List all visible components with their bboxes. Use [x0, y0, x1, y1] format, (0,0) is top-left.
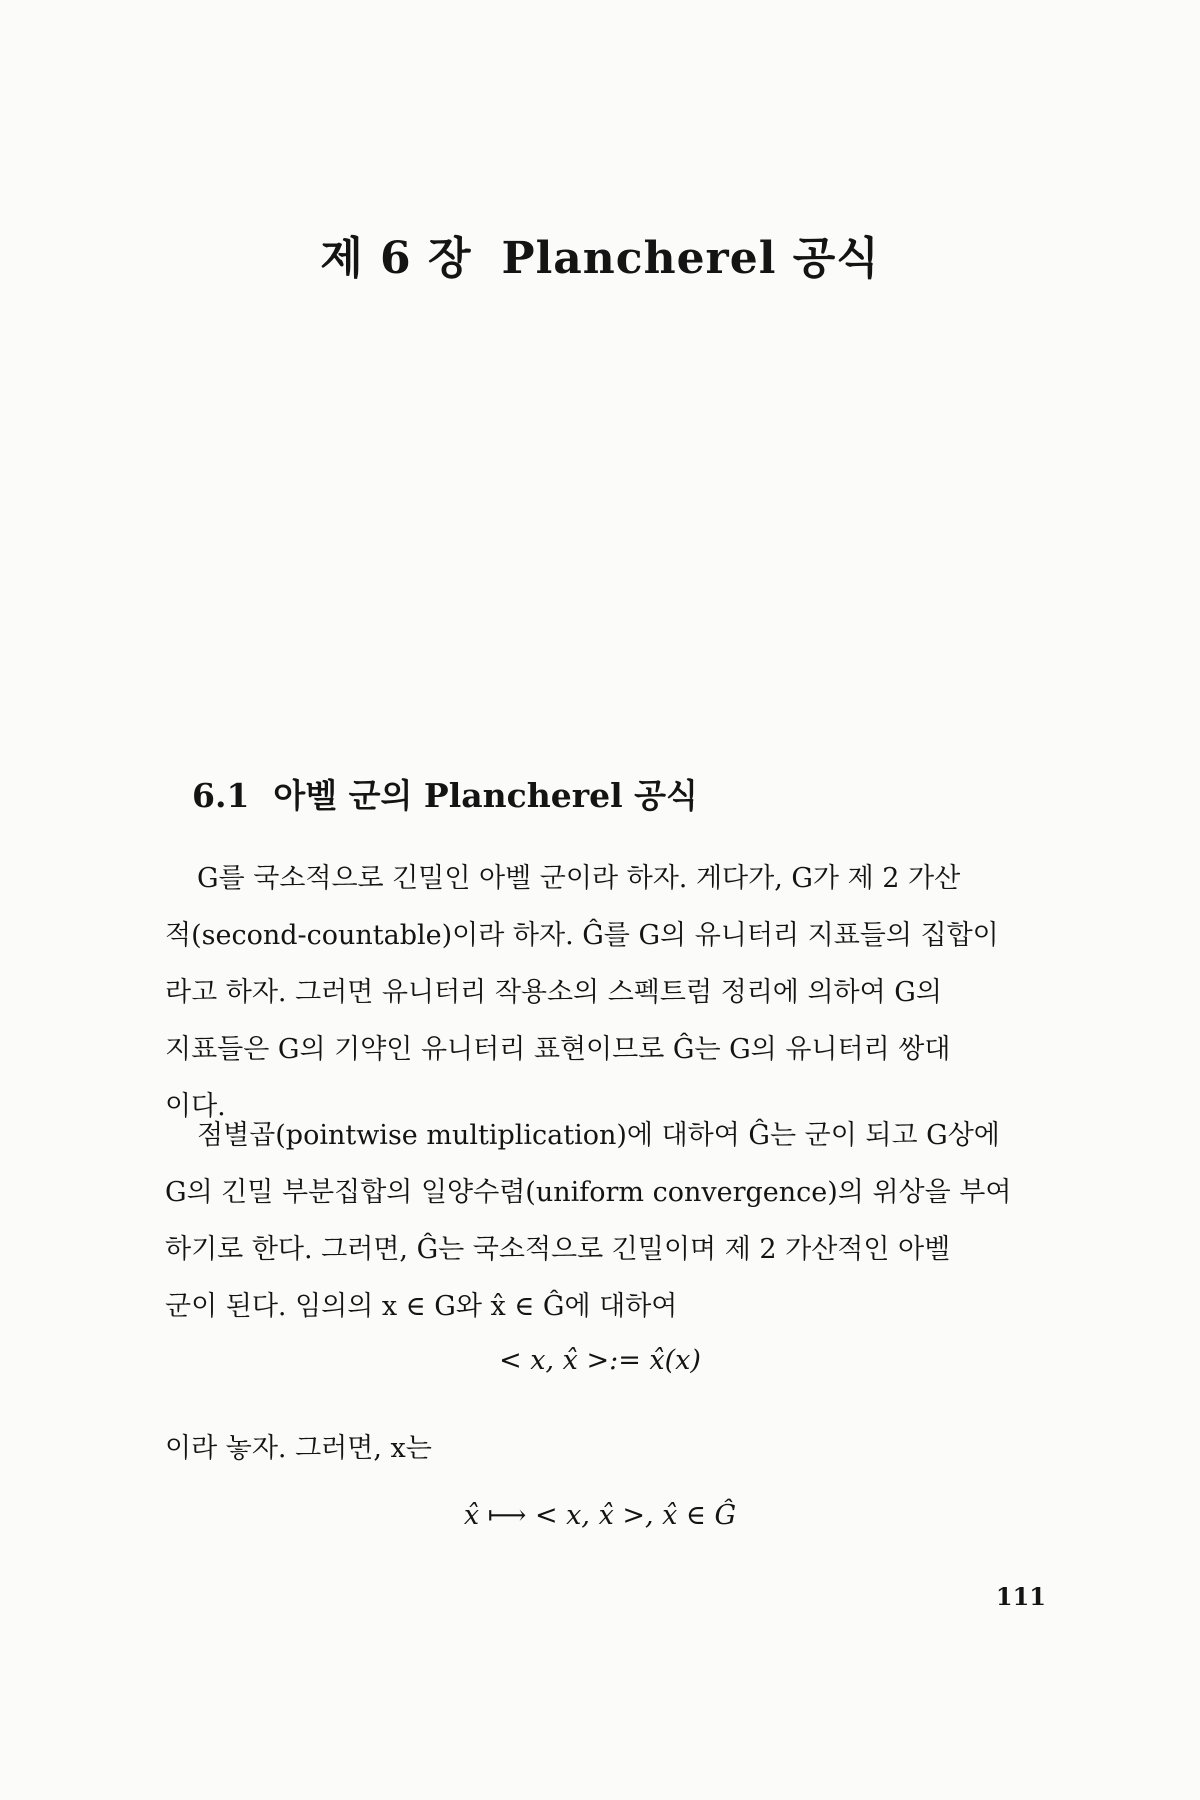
paragraph-line: 하기로 한다. 그러면, Ĝ는 국소적으로 긴밀이며 제 2 가산적인 아벨 [165, 1234, 951, 1265]
paragraph-2 [165, 1107, 1045, 1335]
paragraph-line: G를 국소적으로 긴밀인 아벨 군이라 하자. 게다가, G가 제 2 가산 [197, 863, 961, 894]
paragraph-3 [165, 1420, 1045, 1477]
paragraph-line: 이라 놓자. 그러면, x는 [165, 1433, 432, 1464]
display-equation-map: x̂ ⟼ < x, x̂ >, x̂ ∈ Ĝ [463, 1500, 737, 1531]
paragraph-line: G의 긴밀 부분집합의 일양수렴(uniform convergence)의 위상을 부여 [165, 1177, 1012, 1208]
paragraph-line: 군이 된다. 임의의 x ∈ G와 x̂ ∈ Ĝ에 대하여 [165, 1291, 678, 1322]
section-heading [192, 770, 698, 817]
section-number: 6.1 [192, 776, 250, 815]
chapter-title-text: Plancherel 공식 [501, 233, 880, 284]
section-title-text: 아벨 군의 Plancherel 공식 [273, 776, 698, 815]
display-equation-pairing: < x, x̂ >:= x̂(x) [499, 1345, 701, 1376]
page-number: 111 [995, 1582, 1046, 1611]
paragraph-line: 적(second-countable)이라 하자. Ĝ를 G의 유니터리 지표들의 집합이 [165, 920, 999, 951]
paragraph-1 [165, 850, 1045, 1135]
paragraph-line: 지표들은 G의 기약인 유니터리 표현이므로 Ĝ는 G의 유니터리 쌍대 [165, 1034, 951, 1065]
chapter-label: 제 6 장 [320, 233, 472, 284]
paragraph-line: 라고 하자. 그러면 유니터리 작용소의 스펙트럼 정리에 의하여 G의 [165, 977, 942, 1008]
paragraph-line: 점별곱(pointwise multiplication)에 대하여 Ĝ는 군이 되고 G상에 [197, 1120, 1000, 1151]
paragraph-line: 이다. [165, 1091, 226, 1122]
chapter-title [0, 222, 1200, 286]
